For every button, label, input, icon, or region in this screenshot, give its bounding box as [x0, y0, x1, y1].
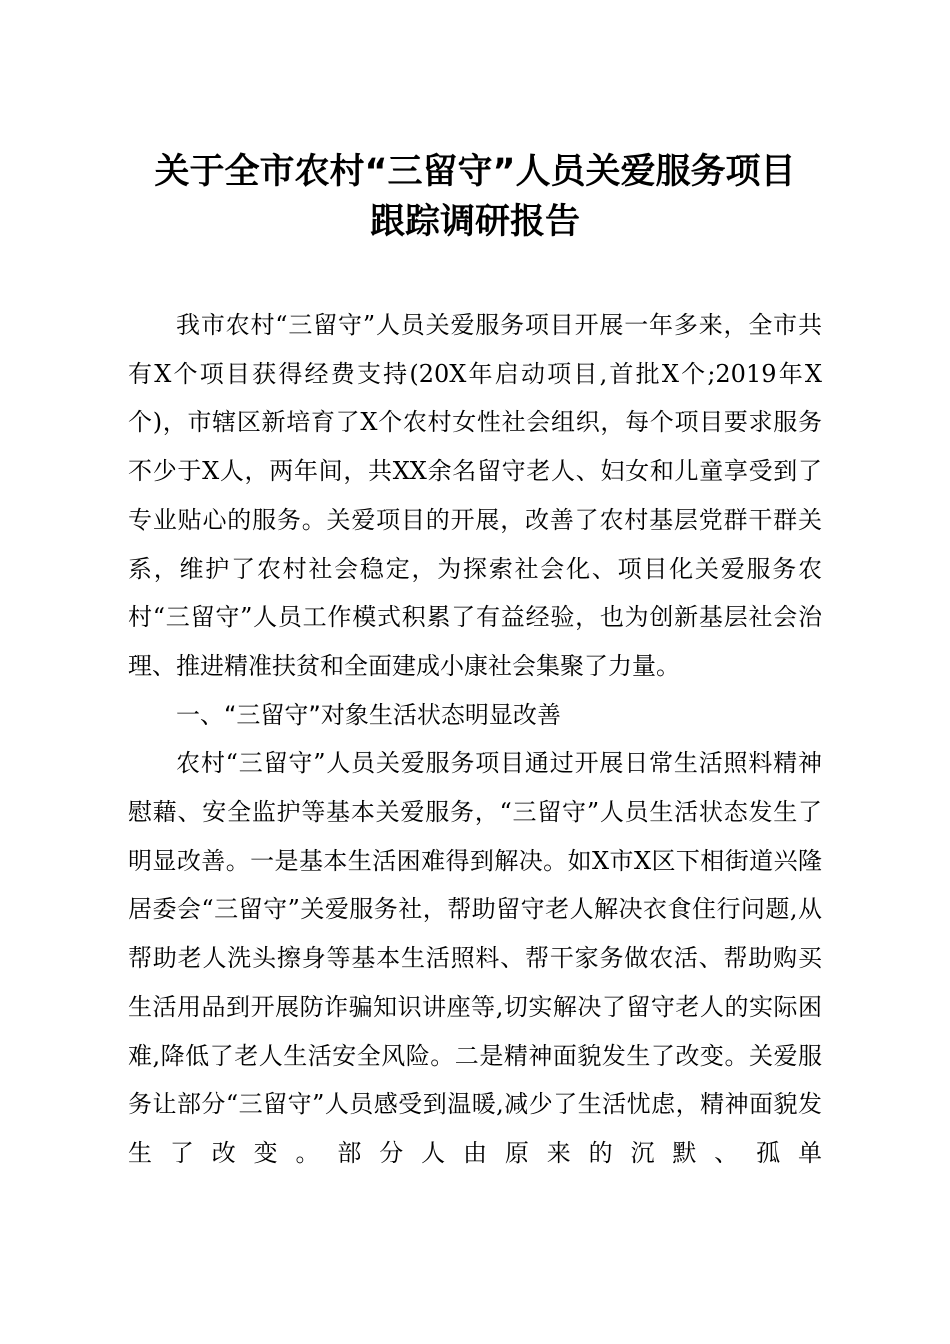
document-title-line-2: 跟踪调研报告 — [369, 202, 580, 242]
paragraph-intro: 我市农村“三留守”人员关爱服务项目开展一年多来，全市共有X个项目获得经费支持(20X年启动项目,首批X个;2019年X个)，市辖区新培育了X个农村女性社会组织，每个项目要求服务不少于X人，两年间，共XX余名留守老人、妇女和儿童享受到了专业贴心的服务。关爱项目的开展，改善了农村基层党群干群关系，维护了农村社会稳定，为探索社会化、项目化关爱服务农村“三留守”人员工作模式积累了有益经验，也为创新基层社会治理、推进精准扶贫和全面建成小康社会集聚了力量。 — [128, 311, 822, 680]
document-title-line-1: 关于全市农村“三留守”人员关爱服务项目 — [154, 152, 796, 192]
paragraph-section-1: 农村“三留守”人员关爱服务项目通过开展日常生活照料精神慰藉、安全监护等基本关爱服务，“三留守”人员生活状态发生了明显改善。一是基本生活困难得到解决。如X市X区下相街道兴隆居委会“三留守”关爱服务社，帮助留守老人解决衣食住行问题,从帮助老人洗头擦身等基本生活照料、帮干家务做农活、帮助购买生活用品到开展防诈骗知识讲座等,切实解决了留守老人的实际困难,降低了老人生活安全风险。二是精神面貌发生了改变。关爱服务让部分“三留守”人员感受到温暖,减少了生活忧虑，精神面貌发生了改变。部分人由原来的沉默、孤单 — [128, 749, 822, 1167]
document-body — [128, 301, 822, 1178]
section-heading-1: 一、“三留守”对象生活状态明显改善 — [176, 700, 561, 729]
